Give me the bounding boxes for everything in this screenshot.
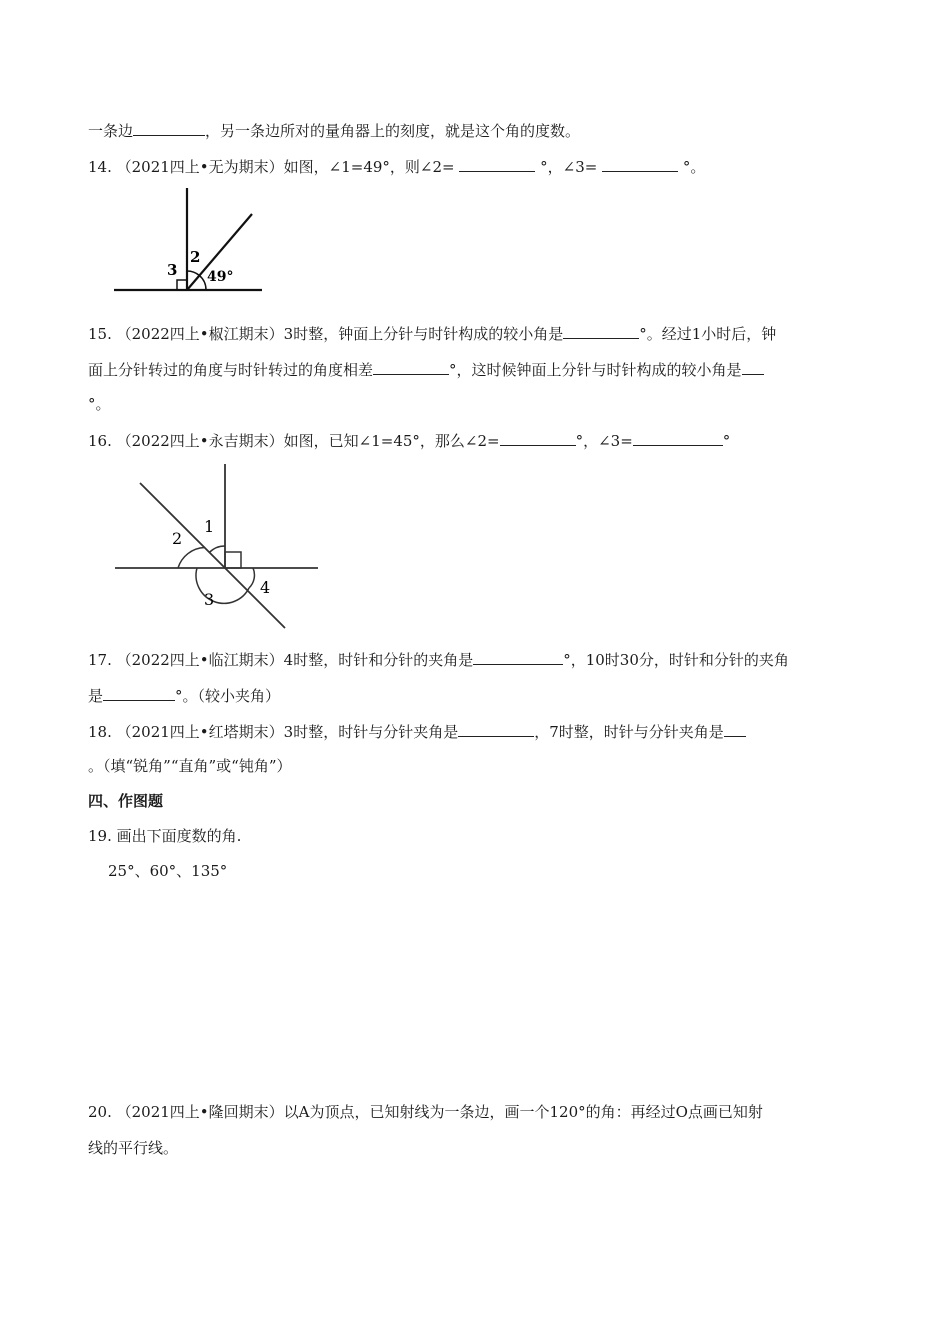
right-angle-mark: [225, 552, 241, 568]
q13-line: 一条边 ，另一条边所对的量角器上的刻度，就是这个角的度数。: [88, 119, 580, 141]
question-17-line-1: 17. （2022四上•临江期末）4时整，时针和分针的夹角是 °，10时30分，时针和分针的夹角: [88, 648, 789, 670]
answer-blank[interactable]: [459, 155, 535, 172]
angle-2-arc: [187, 271, 200, 276]
angle-1-arc: [209, 546, 225, 552]
angle-49-arc: [200, 276, 207, 290]
label-4: 4: [260, 578, 271, 597]
question-15-line-1: 15. （2022四上•椒江期末）3时整，钟面上分针与时针构成的较小角是 °。经过1小时后，钟: [88, 322, 776, 344]
question-18-line-1: 18. （2021四上•红塔期末）3时整，时针与分针夹角是 ，7时整，时针与分针夹角是: [88, 720, 746, 742]
question-16: 16. （2022四上•永吉期末）如图，已知∠1=45°，那么∠2= °，∠3= °: [88, 429, 730, 451]
answer-blank[interactable]: [500, 429, 576, 446]
question-20-line-1: 20. （2021四上•隆回期末）以A为顶点，已知射线为一条边，画一个120°的角：再经过O点画已知射: [88, 1103, 763, 1121]
answer-blank[interactable]: [473, 648, 563, 665]
label-1: 1: [204, 517, 215, 536]
label-2: 2: [190, 248, 201, 266]
label-3: 3: [204, 590, 215, 609]
label-3: 3: [167, 261, 178, 279]
answer-blank[interactable]: [602, 155, 678, 172]
q14-angle-figure: [110, 185, 270, 297]
question-15-line-2: 面上分针转过的角度与时针转过的角度相差 °，这时候钟面上分针与时针构成的较小角是: [88, 358, 764, 380]
question-20-line-2: 线的平行线。: [88, 1139, 179, 1157]
answer-blank[interactable]: [373, 358, 449, 375]
question-19: 19. 画出下面度数的角.: [88, 827, 242, 845]
angle-4-arc: [249, 568, 254, 588]
question-19-degrees: 25°、60°、135°: [108, 862, 228, 880]
q16-angle-figure: [112, 462, 322, 630]
label-2: 2: [172, 529, 183, 548]
answer-blank[interactable]: [742, 358, 764, 375]
answer-blank[interactable]: [133, 119, 205, 136]
answer-blank[interactable]: [563, 322, 639, 339]
question-17-line-2: 是 °。（较小夹角）: [88, 684, 280, 706]
answer-blank[interactable]: [103, 684, 175, 701]
label-49: 49°: [207, 269, 234, 285]
angle-2-arc: [178, 548, 205, 569]
question-18-line-2: 。（填“锐角”“直角”或“钝角”）: [88, 757, 292, 775]
question-15-line-3: °。: [88, 395, 111, 413]
right-angle-mark: [177, 280, 187, 290]
section-heading: 四、作图题: [88, 792, 164, 810]
question-14: 14. （2021四上•无为期末）如图，∠1=49°，则∠2= °，∠3= °。: [88, 155, 705, 177]
answer-blank[interactable]: [633, 429, 723, 446]
answer-blank[interactable]: [724, 720, 746, 737]
answer-blank[interactable]: [458, 720, 534, 737]
